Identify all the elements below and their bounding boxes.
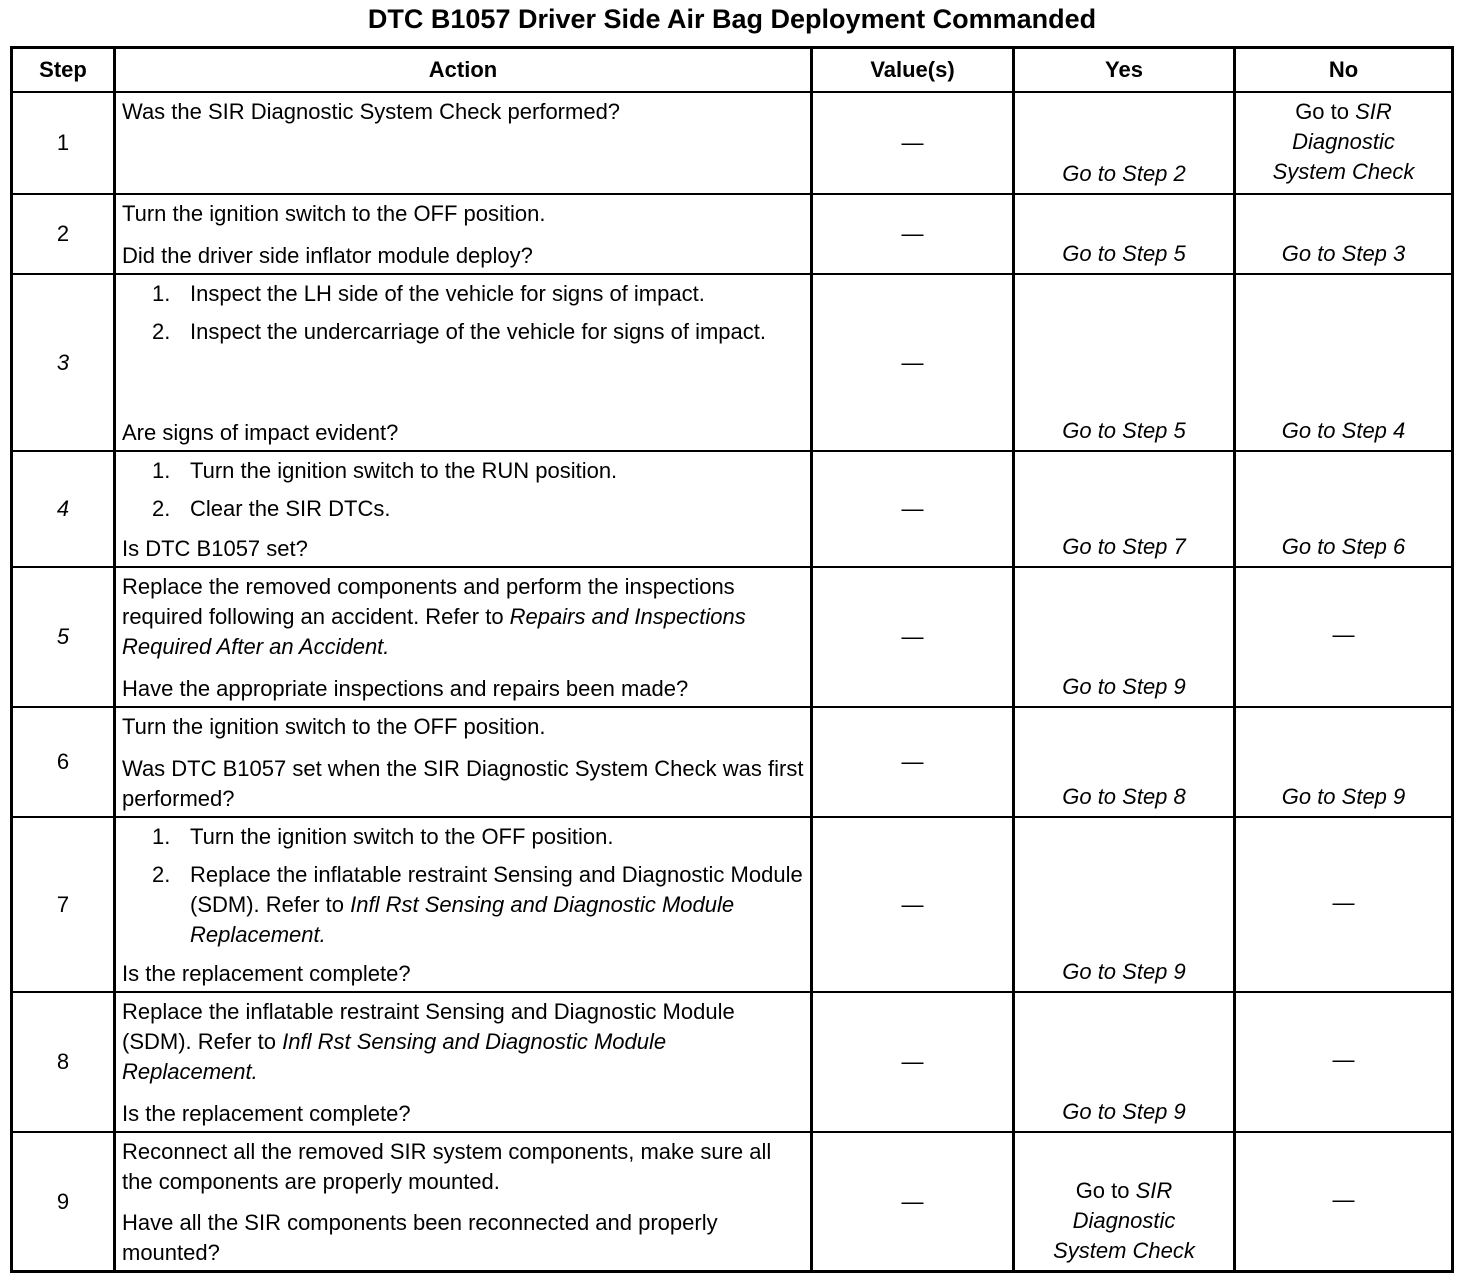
yes-result: [1012, 93, 1233, 193]
action-text: [122, 997, 804, 1087]
text-segment: Replace the removed components and perform the inspections required following an accident. Refer to: [122, 574, 735, 629]
action-cell: [113, 195, 810, 273]
text-segment: Inspect the LH side of the vehicle for signs of impact.: [190, 281, 705, 306]
list-number: 2.: [152, 862, 171, 887]
text-segment: —: [1332, 622, 1355, 647]
no-link[interactable]: [1254, 97, 1434, 187]
no-result: [1233, 195, 1451, 273]
action-cell: [113, 568, 810, 706]
yes-result: [1012, 195, 1233, 273]
list-number: 2.: [152, 319, 171, 344]
text-segment: —: [1332, 889, 1355, 915]
step-number: 2: [56, 221, 70, 246]
step-number: 5: [56, 624, 70, 649]
header-step: Step: [39, 57, 87, 82]
value-cell: —: [810, 195, 1012, 273]
text-segment: Go to: [1075, 1178, 1136, 1203]
no-link: [1333, 888, 1355, 918]
action-text: [122, 199, 804, 229]
text-segment: Replace the inflatable restraint Sensing and Diagnostic Module (SDM). Refer to: [122, 999, 735, 1054]
list-number: 2.: [152, 496, 171, 521]
action-question: Is DTC B1057 set?: [122, 536, 308, 561]
action-list-item: [152, 317, 804, 347]
action-cell: [113, 93, 810, 193]
step-number: 6: [56, 749, 70, 774]
italic-reference: Infl Rst Sensing and Diagnostic Module Replacement.: [190, 892, 735, 947]
action-cell: [113, 818, 810, 991]
italic-reference: Infl Rst Sensing and Diagnostic Module Replacement.: [122, 1029, 667, 1084]
table-row: [13, 566, 1451, 706]
table-row: [13, 991, 1451, 1131]
no-link[interactable]: [1282, 239, 1406, 269]
action-question: Are signs of impact evident?: [122, 420, 399, 445]
italic-reference: Go to Step 9: [1062, 674, 1186, 699]
text-segment: Was the SIR Diagnostic System Check performed?: [122, 99, 621, 124]
action-text: [122, 572, 804, 662]
text-segment: Replace the inflatable restraint Sensing and Diagnostic Module (SDM). Refer to: [190, 862, 803, 917]
page-title: DTC B1057 Driver Side Air Bag Deployment Commanded: [367, 4, 1097, 34]
value-cell: —: [810, 452, 1012, 566]
text-segment: Turn the ignition switch to the OFF position.: [122, 714, 546, 739]
action-list-item: [152, 279, 804, 309]
yes-link[interactable]: [1062, 782, 1186, 812]
table-row: [13, 1131, 1451, 1270]
yes-result: [1012, 1133, 1233, 1270]
italic-reference: Go to Step 2: [1062, 161, 1186, 186]
action-question: Have the appropriate inspections and repairs been made?: [122, 676, 689, 701]
action-question: Have all the SIR components been reconnected and properly mounted?: [122, 1210, 718, 1265]
italic-reference: Repairs and Inspections Required After an Accident.: [122, 604, 746, 659]
yes-result: [1012, 818, 1233, 991]
value-cell: —: [810, 993, 1012, 1131]
list-text: [190, 317, 766, 347]
table-row: [13, 193, 1451, 273]
step-number: 1: [56, 130, 70, 155]
value-cell: —: [810, 275, 1012, 450]
no-link[interactable]: [1282, 782, 1406, 812]
action-question: Did the driver side inflator module deploy?: [122, 243, 533, 268]
step-number: 3: [56, 349, 70, 375]
italic-reference: Go to Step 7: [1062, 534, 1186, 559]
yes-link[interactable]: [1062, 416, 1186, 446]
action-list-item: [152, 494, 804, 524]
italic-reference: SIR Diagnostic System Check: [1053, 1178, 1195, 1263]
italic-reference: Go to Step 5: [1062, 241, 1186, 266]
no-result: [1233, 93, 1451, 193]
action-list-item: [152, 822, 804, 852]
text-segment: Clear the SIR DTCs.: [190, 496, 391, 521]
no-link: [1333, 1045, 1355, 1075]
italic-reference: Go to Step 4: [1281, 418, 1406, 443]
list-number: 1.: [152, 458, 171, 483]
italic-reference: Go to Step 9: [1062, 1099, 1186, 1124]
text-segment: Inspect the undercarriage of the vehicle for signs of impact.: [190, 319, 766, 344]
yes-link[interactable]: [1062, 957, 1186, 987]
italic-reference: Go to Step 5: [1062, 418, 1186, 443]
yes-result: [1012, 993, 1233, 1131]
italic-reference: Go to Step 6: [1281, 534, 1406, 559]
action-cell: [113, 1133, 810, 1270]
yes-link[interactable]: [1062, 532, 1186, 562]
table-row: [13, 91, 1451, 193]
no-result: [1233, 275, 1451, 450]
no-result: [1233, 818, 1451, 991]
yes-link[interactable]: [1062, 239, 1186, 269]
value-cell: —: [810, 1133, 1012, 1270]
header-values: Value(s): [810, 49, 1012, 91]
text-segment: —: [1332, 1047, 1355, 1072]
no-link[interactable]: [1282, 416, 1406, 446]
step-number: 9: [56, 1188, 70, 1214]
list-text: [190, 860, 804, 950]
action-cell: [113, 708, 810, 816]
action-question: Was DTC B1057 set when the SIR Diagnostic System Check was first performed?: [122, 756, 804, 811]
list-number: 1.: [152, 281, 171, 306]
italic-reference: Go to Step 8: [1062, 784, 1186, 809]
action-cell: [113, 993, 810, 1131]
yes-link[interactable]: [1062, 1097, 1186, 1127]
no-result: [1233, 568, 1451, 706]
value-cell: —: [810, 708, 1012, 816]
yes-link[interactable]: [1062, 672, 1186, 702]
action-list-item: [152, 456, 804, 486]
no-link: [1333, 1185, 1355, 1215]
value-cell: —: [810, 818, 1012, 991]
text-segment: Reconnect all the removed SIR system components, make sure all the components are properly mounted.: [122, 1139, 772, 1194]
no-result: [1233, 993, 1451, 1131]
header-action: Action: [113, 49, 810, 91]
table-row: [13, 450, 1451, 566]
no-result: [1233, 452, 1451, 566]
table-row: [13, 706, 1451, 816]
italic-reference: Go to Step 3: [1281, 241, 1406, 266]
yes-result: [1012, 452, 1233, 566]
action-list-item: [152, 860, 804, 950]
yes-link[interactable]: [1044, 1176, 1204, 1266]
action-text: [122, 1137, 804, 1197]
diagnostic-table: [10, 46, 1454, 1273]
action-cell: [113, 452, 810, 566]
yes-result: [1012, 708, 1233, 816]
action-question: Is the replacement complete?: [122, 961, 411, 986]
header-yes: Yes: [1012, 49, 1233, 91]
text-segment: Turn the ignition switch to the OFF position.: [122, 201, 546, 226]
no-link: [1333, 620, 1355, 650]
list-text: [190, 494, 391, 524]
header-no: No: [1233, 49, 1451, 91]
text-segment: —: [1332, 1186, 1355, 1212]
italic-reference: SIR Diagnostic System Check: [1272, 99, 1415, 184]
action-text: [122, 97, 804, 127]
yes-link[interactable]: [1062, 159, 1186, 189]
no-result: [1233, 1133, 1451, 1270]
list-text: [190, 822, 614, 852]
no-link[interactable]: [1282, 532, 1406, 562]
value-cell: —: [810, 568, 1012, 706]
action-question: Is the replacement complete?: [122, 1101, 411, 1126]
step-number: 7: [56, 891, 70, 917]
step-number: 8: [56, 1049, 70, 1074]
table-header: [13, 49, 1451, 91]
italic-reference: Go to Step 9: [1062, 959, 1186, 984]
step-number: 4: [56, 496, 70, 521]
text-segment: Turn the ignition switch to the OFF position.: [190, 824, 614, 849]
list-number: 1.: [152, 824, 171, 849]
yes-result: [1012, 568, 1233, 706]
text-segment: Go to: [1295, 99, 1356, 124]
text-segment: Turn the ignition switch to the RUN position.: [190, 458, 618, 483]
action-cell: [113, 275, 810, 450]
list-text: [190, 279, 705, 309]
yes-result: [1012, 275, 1233, 450]
action-text: [122, 712, 804, 742]
no-result: [1233, 708, 1451, 816]
table-row: [13, 273, 1451, 450]
list-text: [190, 456, 617, 486]
table-row: [13, 816, 1451, 991]
value-cell: —: [810, 93, 1012, 193]
italic-reference: Go to Step 9: [1281, 784, 1406, 809]
